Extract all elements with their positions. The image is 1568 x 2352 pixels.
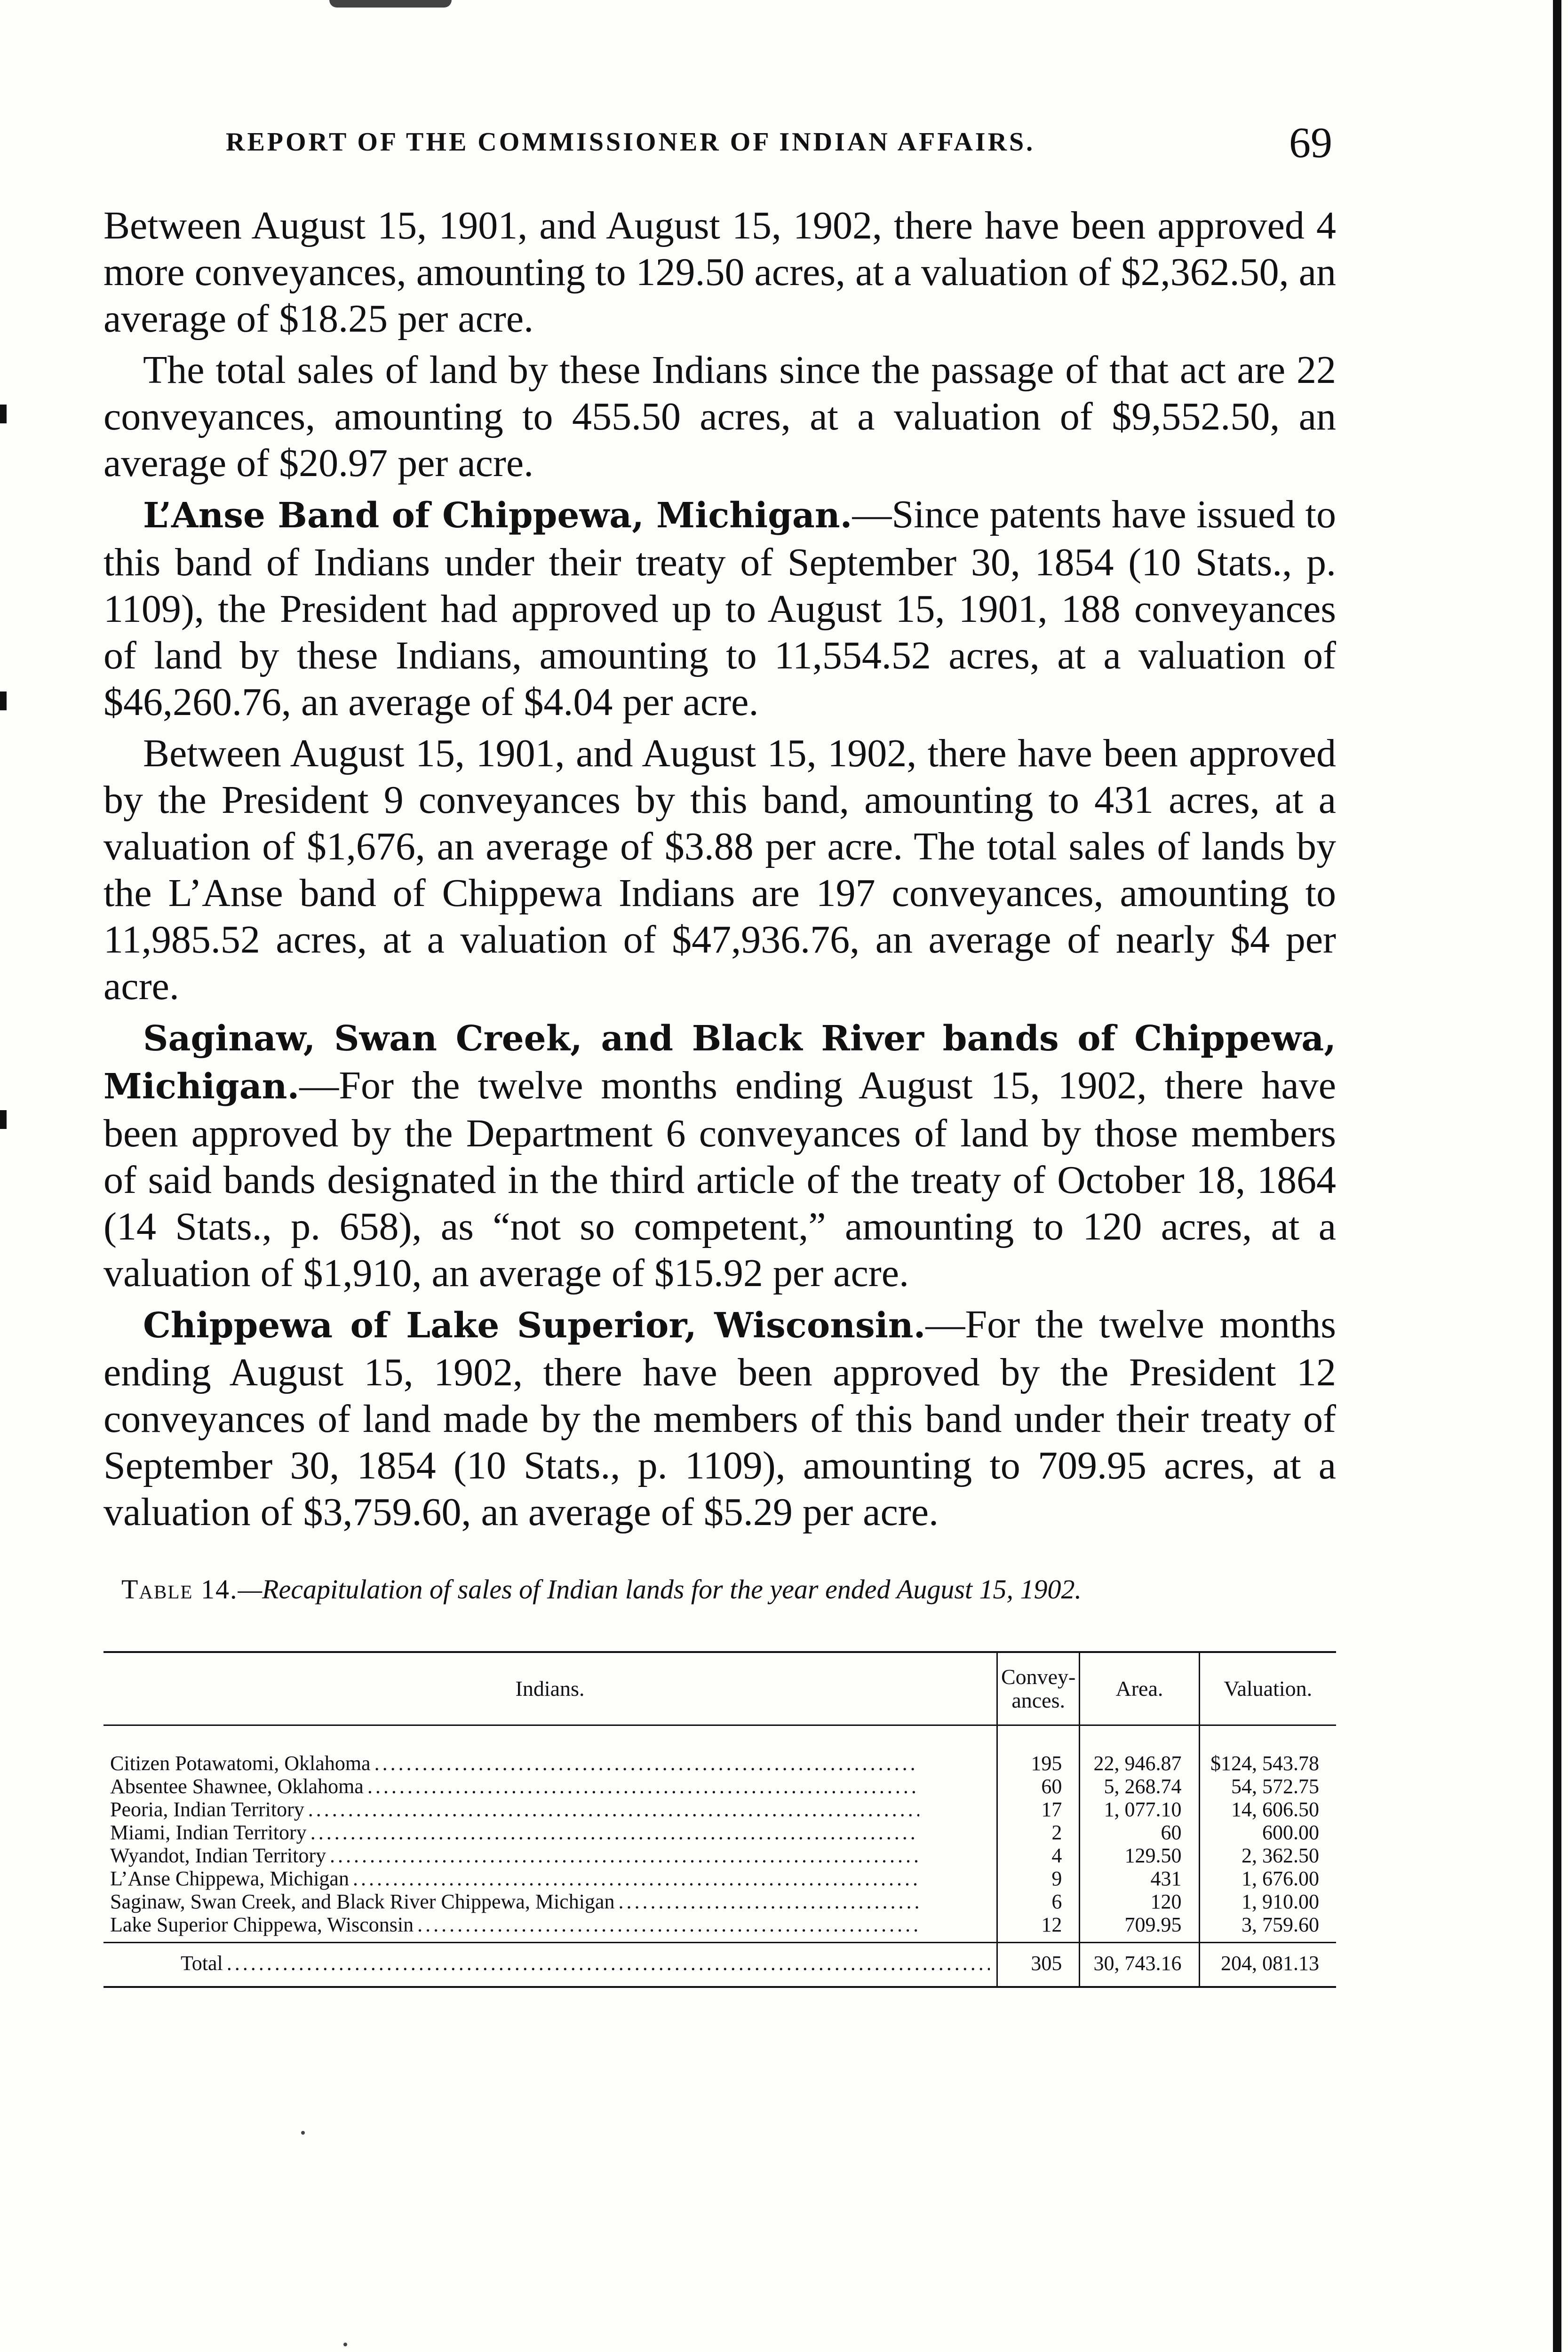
table-row [103,1821,1336,1844]
section-heading: Saginaw, Swan Creek, and Black River bands of Chippewa, Michigan. [103,1018,1336,1107]
cell-indians [103,1798,997,1821]
cell-valuation: 3, 759.60 [1199,1913,1336,1943]
header-indians: Indians. [103,1652,997,1725]
header-area: Area. [1080,1652,1199,1725]
cell-area: 60 [1080,1821,1199,1844]
cell-area: 120 [1080,1890,1199,1913]
cell-area: 22, 946.87 [1080,1725,1199,1775]
table-title: —Recapitulation of sales of Indian lands for the year ended August 15, 1902. [238,1574,1082,1605]
cell-indians [103,1867,997,1890]
cell-indians [103,1913,997,1943]
cell-indians [103,1725,997,1775]
total-area: 30, 743.16 [1080,1943,1199,1987]
row-name: L’Anse Chippewa, Michigan [110,1867,349,1890]
total-valuation: 204, 081.13 [1199,1943,1336,1987]
table-row [103,1798,1336,1821]
margin-mark [0,691,7,710]
cell-conveyances: 4 [997,1844,1080,1867]
header-valuation: Valuation. [1199,1652,1336,1725]
table-row [103,1844,1336,1867]
paragraph [103,491,1336,725]
cell-indians [103,1821,997,1844]
row-name: Citizen Potawatomi, Oklahoma [110,1752,371,1775]
section-heading: Chippewa of Lake Superior, Wisconsin. [143,1305,926,1346]
cell-indians [103,1844,997,1867]
cell-conveyances: 60 [997,1775,1080,1798]
paragraph-text: —Since patents have issued to this band of Indians under their treaty of September 30, 1854 (10 Stats., p. 1109), the President had approved up to August 15, 1901, 188 conveyances of land by these Indians, amounting to 11,554.52 acres, at a valuation of $46,260.76, an average of $4.04 per acre. [103,493,1336,724]
running-header: REPORT OF THE COMMISSIONER OF INDIAN AFFAIRS. [226,127,1035,157]
paragraph-text: Between August 15, 1901, and August 15, 1902, there have been approved by the President 9 conveyances by this band, amounting to 431 acres, at a valuation of $1,676, an average of $3.88 per acre. The total sales of lands by the L’Anse band of Chippewa Indians are 197 conveyances, amounting to 11,985.52 acres, at a valuation of $47,936.76, an average of nearly $4 per acre. [103,731,1336,1008]
paragraph-text: —For the twelve months ending August 15, 1902, there have been approved by the President 12 conveyances of land made by the members of this band under their treaty of September 30, 1854 (10 Stats., p. 1109), amounting to 709.95 acres, at a valuation of $3,759.60, an average of $5.29 per acre. [103,1303,1336,1534]
table-row [103,1775,1336,1798]
paragraph [103,1014,1336,1296]
cell-valuation: 2, 362.50 [1199,1844,1336,1867]
table-caption [121,1573,1345,1605]
cell-area: 129.50 [1080,1844,1199,1867]
cell-valuation: 14, 606.50 [1199,1798,1336,1821]
total-row [103,1943,1336,1987]
scan-smudge [329,0,452,8]
cell-conveyances: 2 [997,1821,1080,1844]
cell-valuation: 1, 910.00 [1199,1890,1336,1913]
cell-conveyances: 195 [997,1725,1080,1775]
cell-conveyances: 17 [997,1798,1080,1821]
paragraph [103,730,1336,1009]
cell-area: 1, 077.10 [1080,1798,1199,1821]
table-row [103,1913,1336,1943]
cell-area: 709.95 [1080,1913,1199,1943]
total-label: Total [181,1952,223,1975]
cell-indians [103,1943,997,1987]
total-conveyances: 305 [997,1943,1080,1987]
table-row [103,1725,1336,1775]
paragraph [103,347,1336,486]
paragraph-text: —For the twelve months ending August 15, 1902, there have been approved by the Department 6 conveyances of land by those members of said bands designated in the third article of the treaty of October 18, 1864 (14 Stats., p. 658), as “not so competent,” amounting to 120 acres, at a valuation of $1,910, an average of $15.92 per acre. [103,1064,1336,1295]
margin-mark [0,1110,7,1129]
table-label: Table 14. [121,1574,238,1605]
cell-area: 5, 268.74 [1080,1775,1199,1798]
paragraph [103,202,1336,342]
paragraph-text: The total sales of land by these Indians since the passage of that act are 22 conveyances, amounting to 455.50 acres, at a valuation of $9,552.50, an average of $20.97 per acre. [103,348,1336,485]
scan-speck [301,2131,305,2135]
table-row [103,1867,1336,1890]
cell-valuation: $124, 543.78 [1199,1725,1336,1775]
cell-conveyances: 9 [997,1867,1080,1890]
row-name: Lake Superior Chippewa, Wisconsin [110,1913,414,1936]
cell-conveyances: 12 [997,1913,1080,1943]
cell-valuation: 1, 676.00 [1199,1867,1336,1890]
cell-valuation: 600.00 [1199,1821,1336,1844]
row-name: Miami, Indian Territory [110,1821,307,1844]
row-name: Wyandot, Indian Territory [110,1844,326,1867]
paragraph-text: Between August 15, 1901, and August 15, 1902, there have been approved 4 more conveyances, amounting to 129.50 acres, at a valuation of $2,362.50, an average of $18.25 per acre. [103,204,1336,341]
cell-indians [103,1890,997,1913]
cell-indians [103,1775,997,1798]
cell-area: 431 [1080,1867,1199,1890]
scan-speck [343,2343,347,2346]
row-name: Peoria, Indian Territory [110,1798,304,1821]
section-heading: L’Anse Band of Chippewa, Michigan. [143,495,852,536]
margin-mark [0,405,7,423]
cell-conveyances: 6 [997,1890,1080,1913]
row-name: Saginaw, Swan Creek, and Black River Chippewa, Michigan [110,1890,615,1913]
header-conveyances: Convey-ances. [997,1652,1080,1725]
table-row [103,1890,1336,1913]
scan-edge [1553,0,1561,2352]
row-name: Absentee Shawnee, Oklahoma [110,1775,364,1798]
page-number: 69 [1289,119,1332,167]
recapitulation-table [103,1651,1336,1988]
cell-valuation: 54, 572.75 [1199,1775,1336,1798]
paragraph [103,1301,1336,1535]
body-text [103,202,1336,1540]
